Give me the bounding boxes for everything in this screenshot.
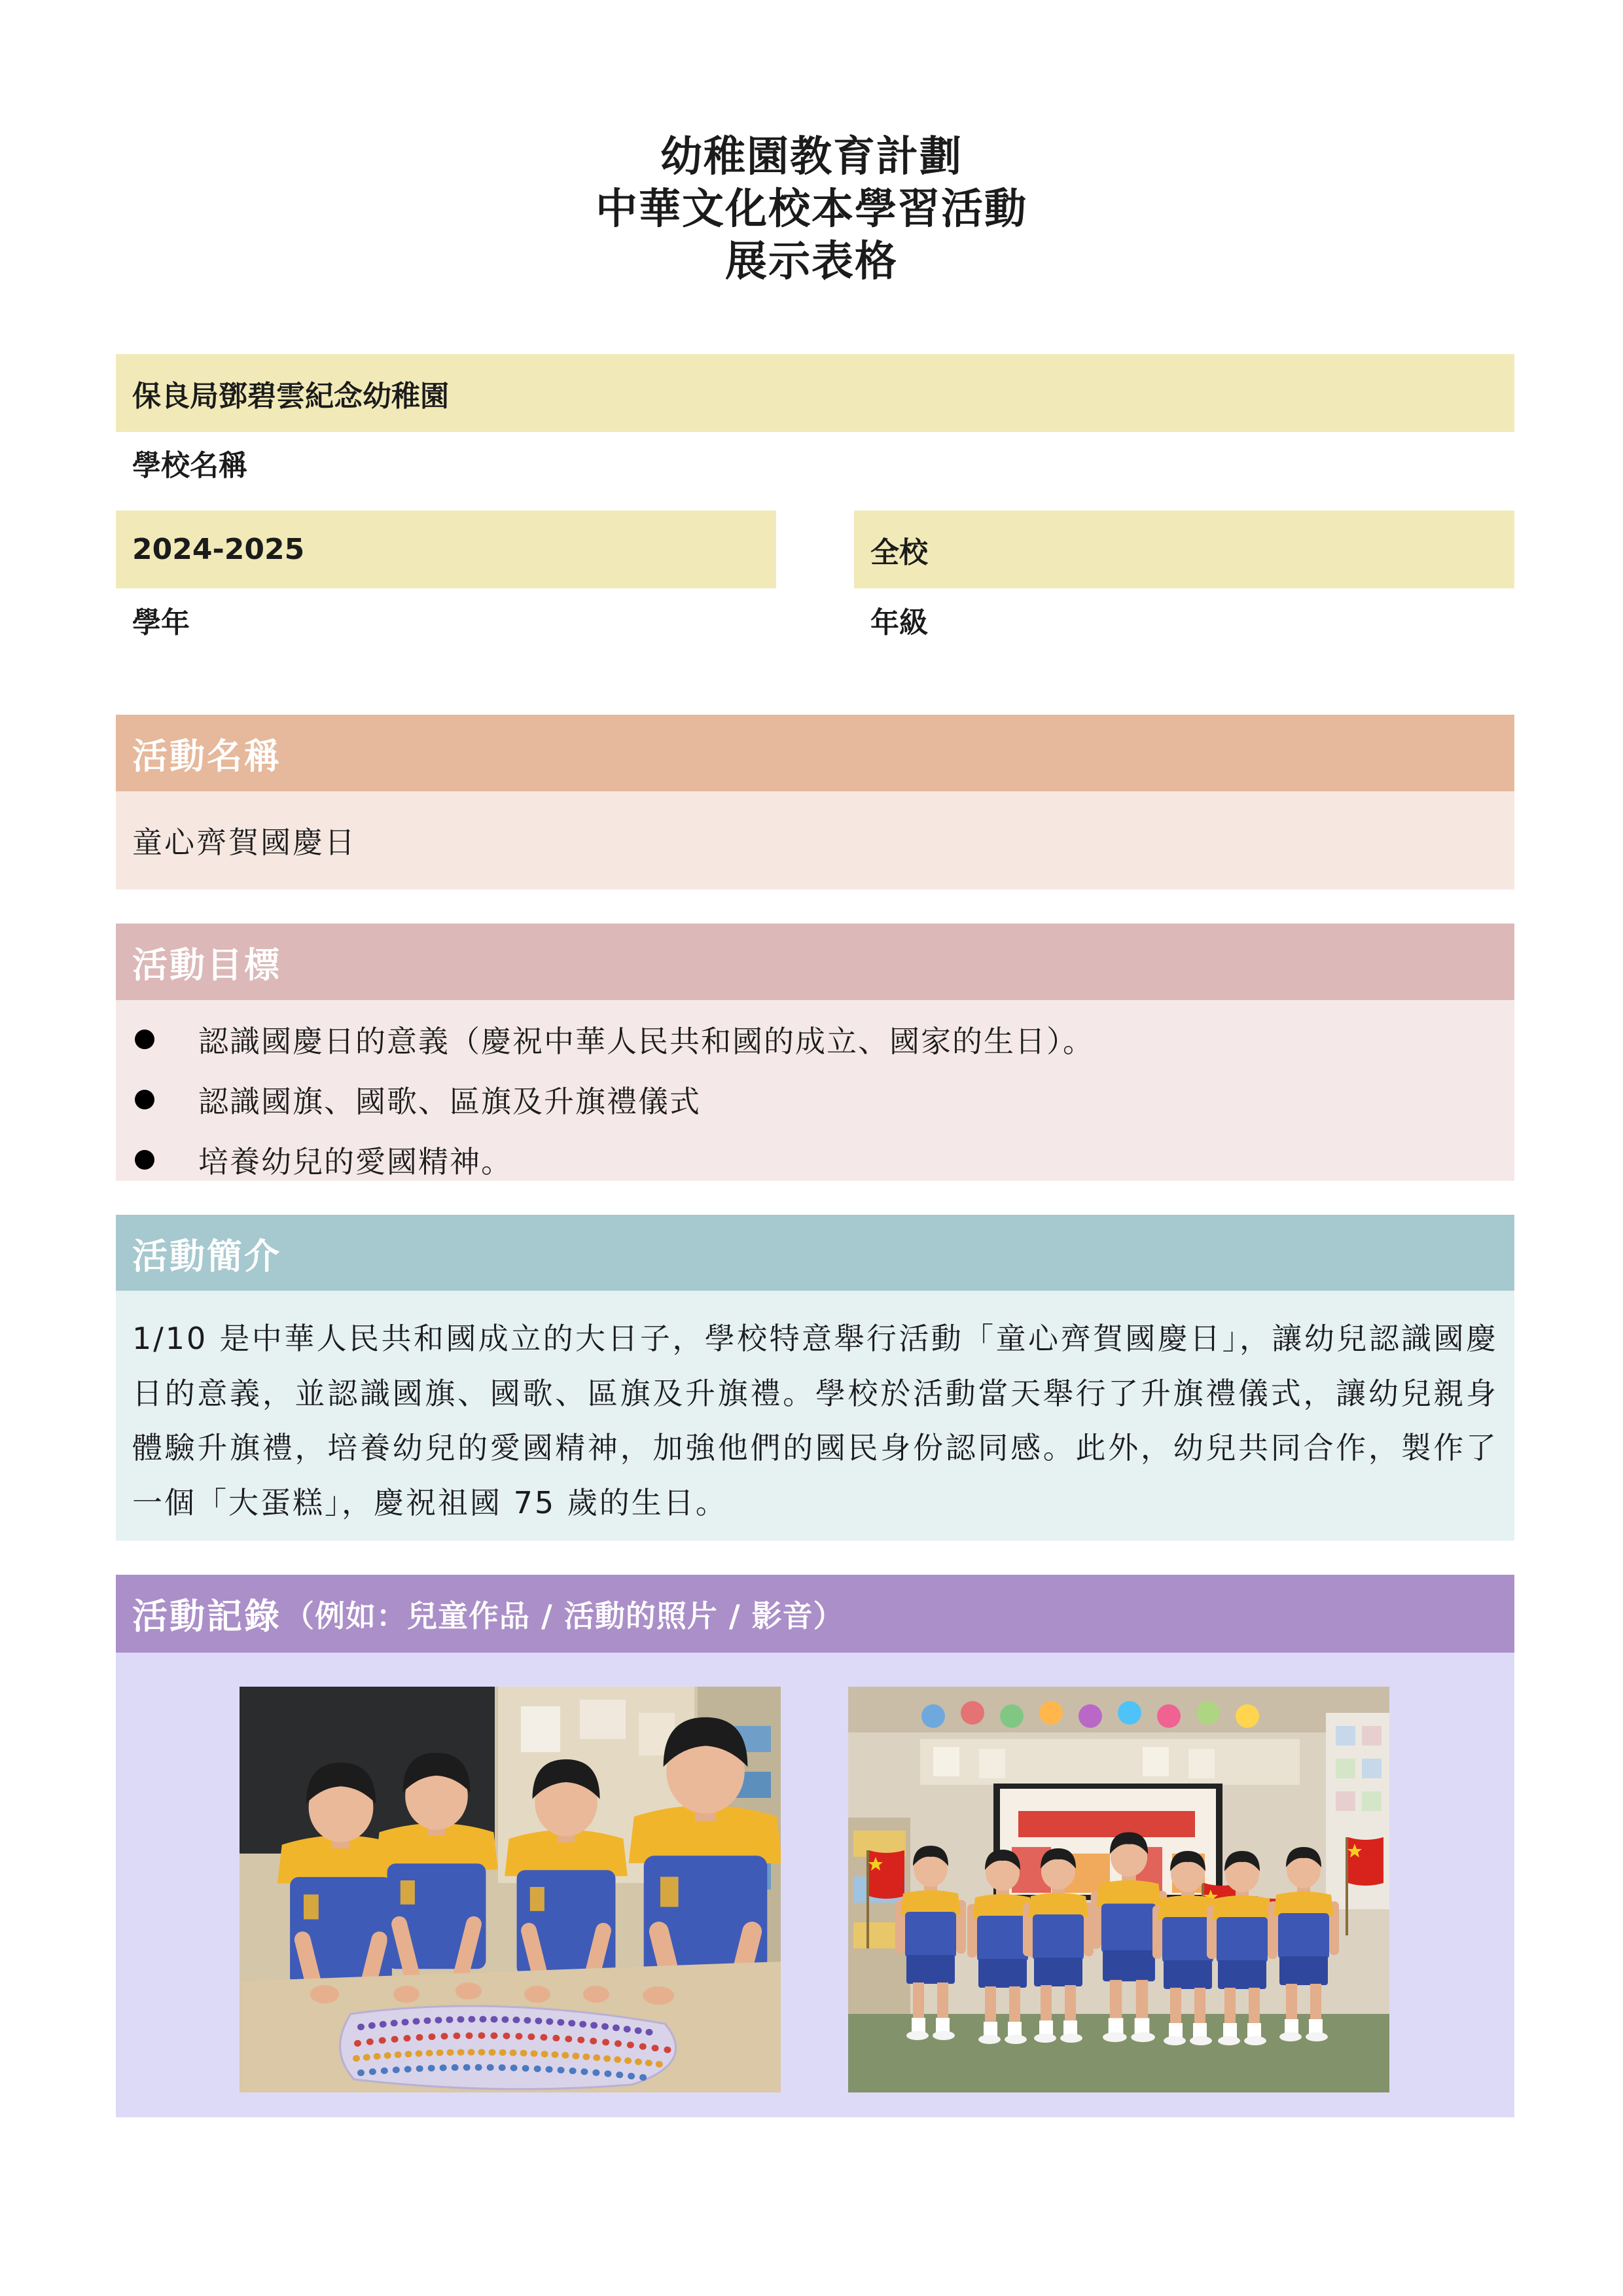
title-line-1: 幼稚園教育計劃 (660, 133, 963, 181)
goal-text: 認識國旗、國歌、區旗及升旗禮儀式 (198, 1084, 701, 1119)
school-year-label: 學年 (132, 606, 190, 639)
bullet-icon (135, 1150, 154, 1170)
title-line-3: 展示表格 (725, 238, 898, 286)
school-name-text: 保良局鄧碧雲紀念幼稚園 (132, 379, 449, 413)
grade-value (854, 511, 1514, 588)
school-name-value (116, 354, 1514, 432)
activity-record-header (116, 1575, 1514, 1653)
goal-text: 培養幼兒的愛國精神。 (198, 1144, 512, 1179)
activity-record-heading: 活動記錄 (132, 1596, 281, 1637)
school-year-value (116, 511, 776, 588)
photo-children-artwork-image (240, 1687, 781, 2092)
activity-goals-header (116, 924, 1514, 1001)
activity-intro-heading: 活動簡介 (132, 1235, 281, 1277)
grade-label: 年級 (870, 606, 928, 639)
list-item (116, 1009, 1514, 1069)
goal-text: 認識國慶日的意義（慶祝中華人民共和國的成立、國家的生日）。 (198, 1024, 1094, 1059)
activity-intro-header (116, 1215, 1514, 1292)
photo-children-artwork (240, 1687, 781, 2092)
activity-name-heading: 活動名稱 (132, 735, 281, 777)
list-item (116, 1069, 1514, 1130)
activity-name-header (116, 715, 1514, 792)
activity-intro-body (116, 1291, 1514, 1541)
photo-children-with-flags-image (848, 1687, 1389, 2092)
activity-goals-heading: 活動目標 (132, 944, 281, 986)
list-item (116, 1130, 1514, 1190)
activity-name-text: 童心齊賀國慶日 (132, 825, 357, 860)
school-name-label: 學校名稱 (132, 449, 247, 482)
bullet-icon (135, 1090, 154, 1109)
activity-intro-text: 1/10 是中華人民共和國成立的大日子，學校特意舉行活動「童心齊賀國慶日」，讓幼兒認識國慶日的意義，並認識國旗、國歌、區旗及升旗禮。學校於活動當天舉行了升旗禮儀式，讓幼兒親身體驗升旗禮，培養幼兒的愛國精神，加強他們的國民身份認同感。此外，幼兒共同合作，製作了一個「大蛋糕」，慶祝祖國 75 歲的生日。 (132, 1321, 1498, 1520)
activity-name-body (116, 791, 1514, 889)
activity-goals-body (116, 1000, 1514, 1181)
activity-record-note: （例如：兒童作品 / 活動的照片 / 影音） (284, 1598, 844, 1634)
title-line-2: 中華文化校本學習活動 (596, 185, 1027, 234)
school-year-text: 2024-2025 (132, 533, 305, 566)
document-title (0, 131, 1623, 288)
photo-children-with-flags (848, 1687, 1389, 2092)
grade-text: 全校 (870, 535, 928, 569)
bullet-icon (135, 1030, 154, 1049)
